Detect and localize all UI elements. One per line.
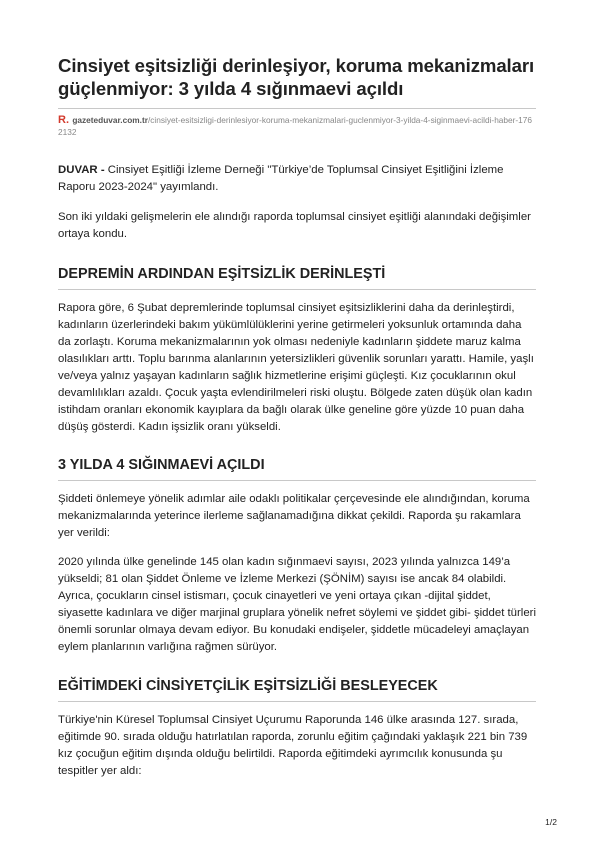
section-education-paragraph: Türkiye'nin Küresel Toplumsal Cinsiyet Uçurumu Raporunda 146 ülke arasında 127. sırada, eğitimde 90. sırada olduğu hatırlatılan raporda, zorunlu eğitim çağındaki yaklaşık 221 bin 739 kız çocuğun eğitim dışında olduğu belirtildi. Raporda eğitimdeki ayrımcılık konusunda şu tespitler yer aldı:: [58, 714, 528, 777]
article-page: [58, 54, 536, 780]
source-domain: gazeteduvar.com.tr: [72, 115, 148, 125]
source-path: /cinsiyet-esitsizligi-derinlesiyor-koruma-mekanizmalari-guclenmiyor-3-yilda-4-siginmaevi-acildi-haber-1762132: [58, 115, 533, 137]
section-earthquake-paragraph: Rapora göre, 6 Şubat depremlerinde toplumsal cinsiyet eşitsizliklerini daha da derinleştirdi, kadınların üzerlerindeki bakım yükümlülüklerini yerine getirmeleri yoksunluk ortamında daha da zorlaştı. Koruma mekanizmalarının yok olması nedeniyle kadınların şiddete maruz kalma olasılıkları arttı. Toplu barınma alanlarının yetersizlikleri güvenlik sorunları yarattı. Hamile, yaşlı ve/veya yalnız yaşayan kadınların sağlık hizmetlerine erişimi güçleşti. Kız çocuklarının okul devamlılıkları azaldı. Çocuk yaşta evlendirilmeleri riski oluştu. Bölgede zaten düşük olan kadın istihdam oranları ekonomik kayıplara da bağlı olarak ülke geneline göre yüzde 10 puan daha düşüş gösterdi. Kadın işsizlik oranı yükseldi.: [58, 302, 534, 433]
gazeteduvar-logo-icon: R.: [58, 114, 69, 126]
intro-lead: DUVAR -: [58, 164, 105, 176]
source-line: [58, 108, 536, 138]
page-number: 1/2: [545, 817, 557, 827]
intro-text: Cinsiyet Eşitliği İzleme Derneği "Türkiye’de Toplumsal Cinsiyet Eşitliğini İzleme Raporu 2023-2024" yayımlandı.: [58, 164, 504, 193]
section-heading-earthquake: DEPREMİN ARDINDAN EŞİTSİZLİK DERİNLEŞTİ: [58, 265, 536, 290]
source-link[interactable]: [58, 115, 532, 137]
section-shelters-paragraph-2: 2020 yılında ülke genelinde 145 olan kadın sığınmaevi sayısı, 2023 yılında yalnızca 149’a yükseldi; 81 olan Şiddet Önleme ve İzleme Merkezi (ŞÖNİM) sayısı ise ancak 84 olabildi. Ayrıca, çocukların cinsel istismarı, çocuk cinayetleri ve yeni ortaya çıkan -dijital şiddet, siyasette kadınlara ve diğer marjinal gruplara yönelik nefret söylemi ve şiddet gibi- şiddet türleri önemli sorunlar olmaya devam ediyor. Bu konudaki endişeler, şiddetle mücadeleyi amaçlayan eylem planlarının varlığına rağmen sürüyor.: [58, 556, 537, 653]
section-heading-education: EĞİTİMDEKİ CİNSİYETÇİLİK EŞİTSİZLİĞİ BESLEYECEK: [58, 677, 536, 702]
article-title: Cinsiyet eşitsizliği derinleşiyor, koruma mekanizmaları güçlenmiyor: 3 yılda 4 sığınmaevi açıldı: [58, 55, 535, 99]
section-heading-shelters: 3 YILDA 4 SIĞINMAEVİ AÇILDI: [58, 456, 536, 481]
intro-paragraph-2: Son iki yıldaki gelişmelerin ele alındığı raporda toplumsal cinsiyet eşitliği alanındaki değişimler ortaya kondu.: [58, 211, 531, 240]
intro-paragraph: [58, 162, 536, 196]
section-shelters-paragraph-1: Şiddeti önlemeye yönelik adımlar aile odaklı politikalar çerçevesinde ele alındığından, koruma mekanizmalarında yeterince ilerleme sağlanamadığına dikkat çekildi. Raporda şu rakamlara yer verildi:: [58, 493, 530, 539]
